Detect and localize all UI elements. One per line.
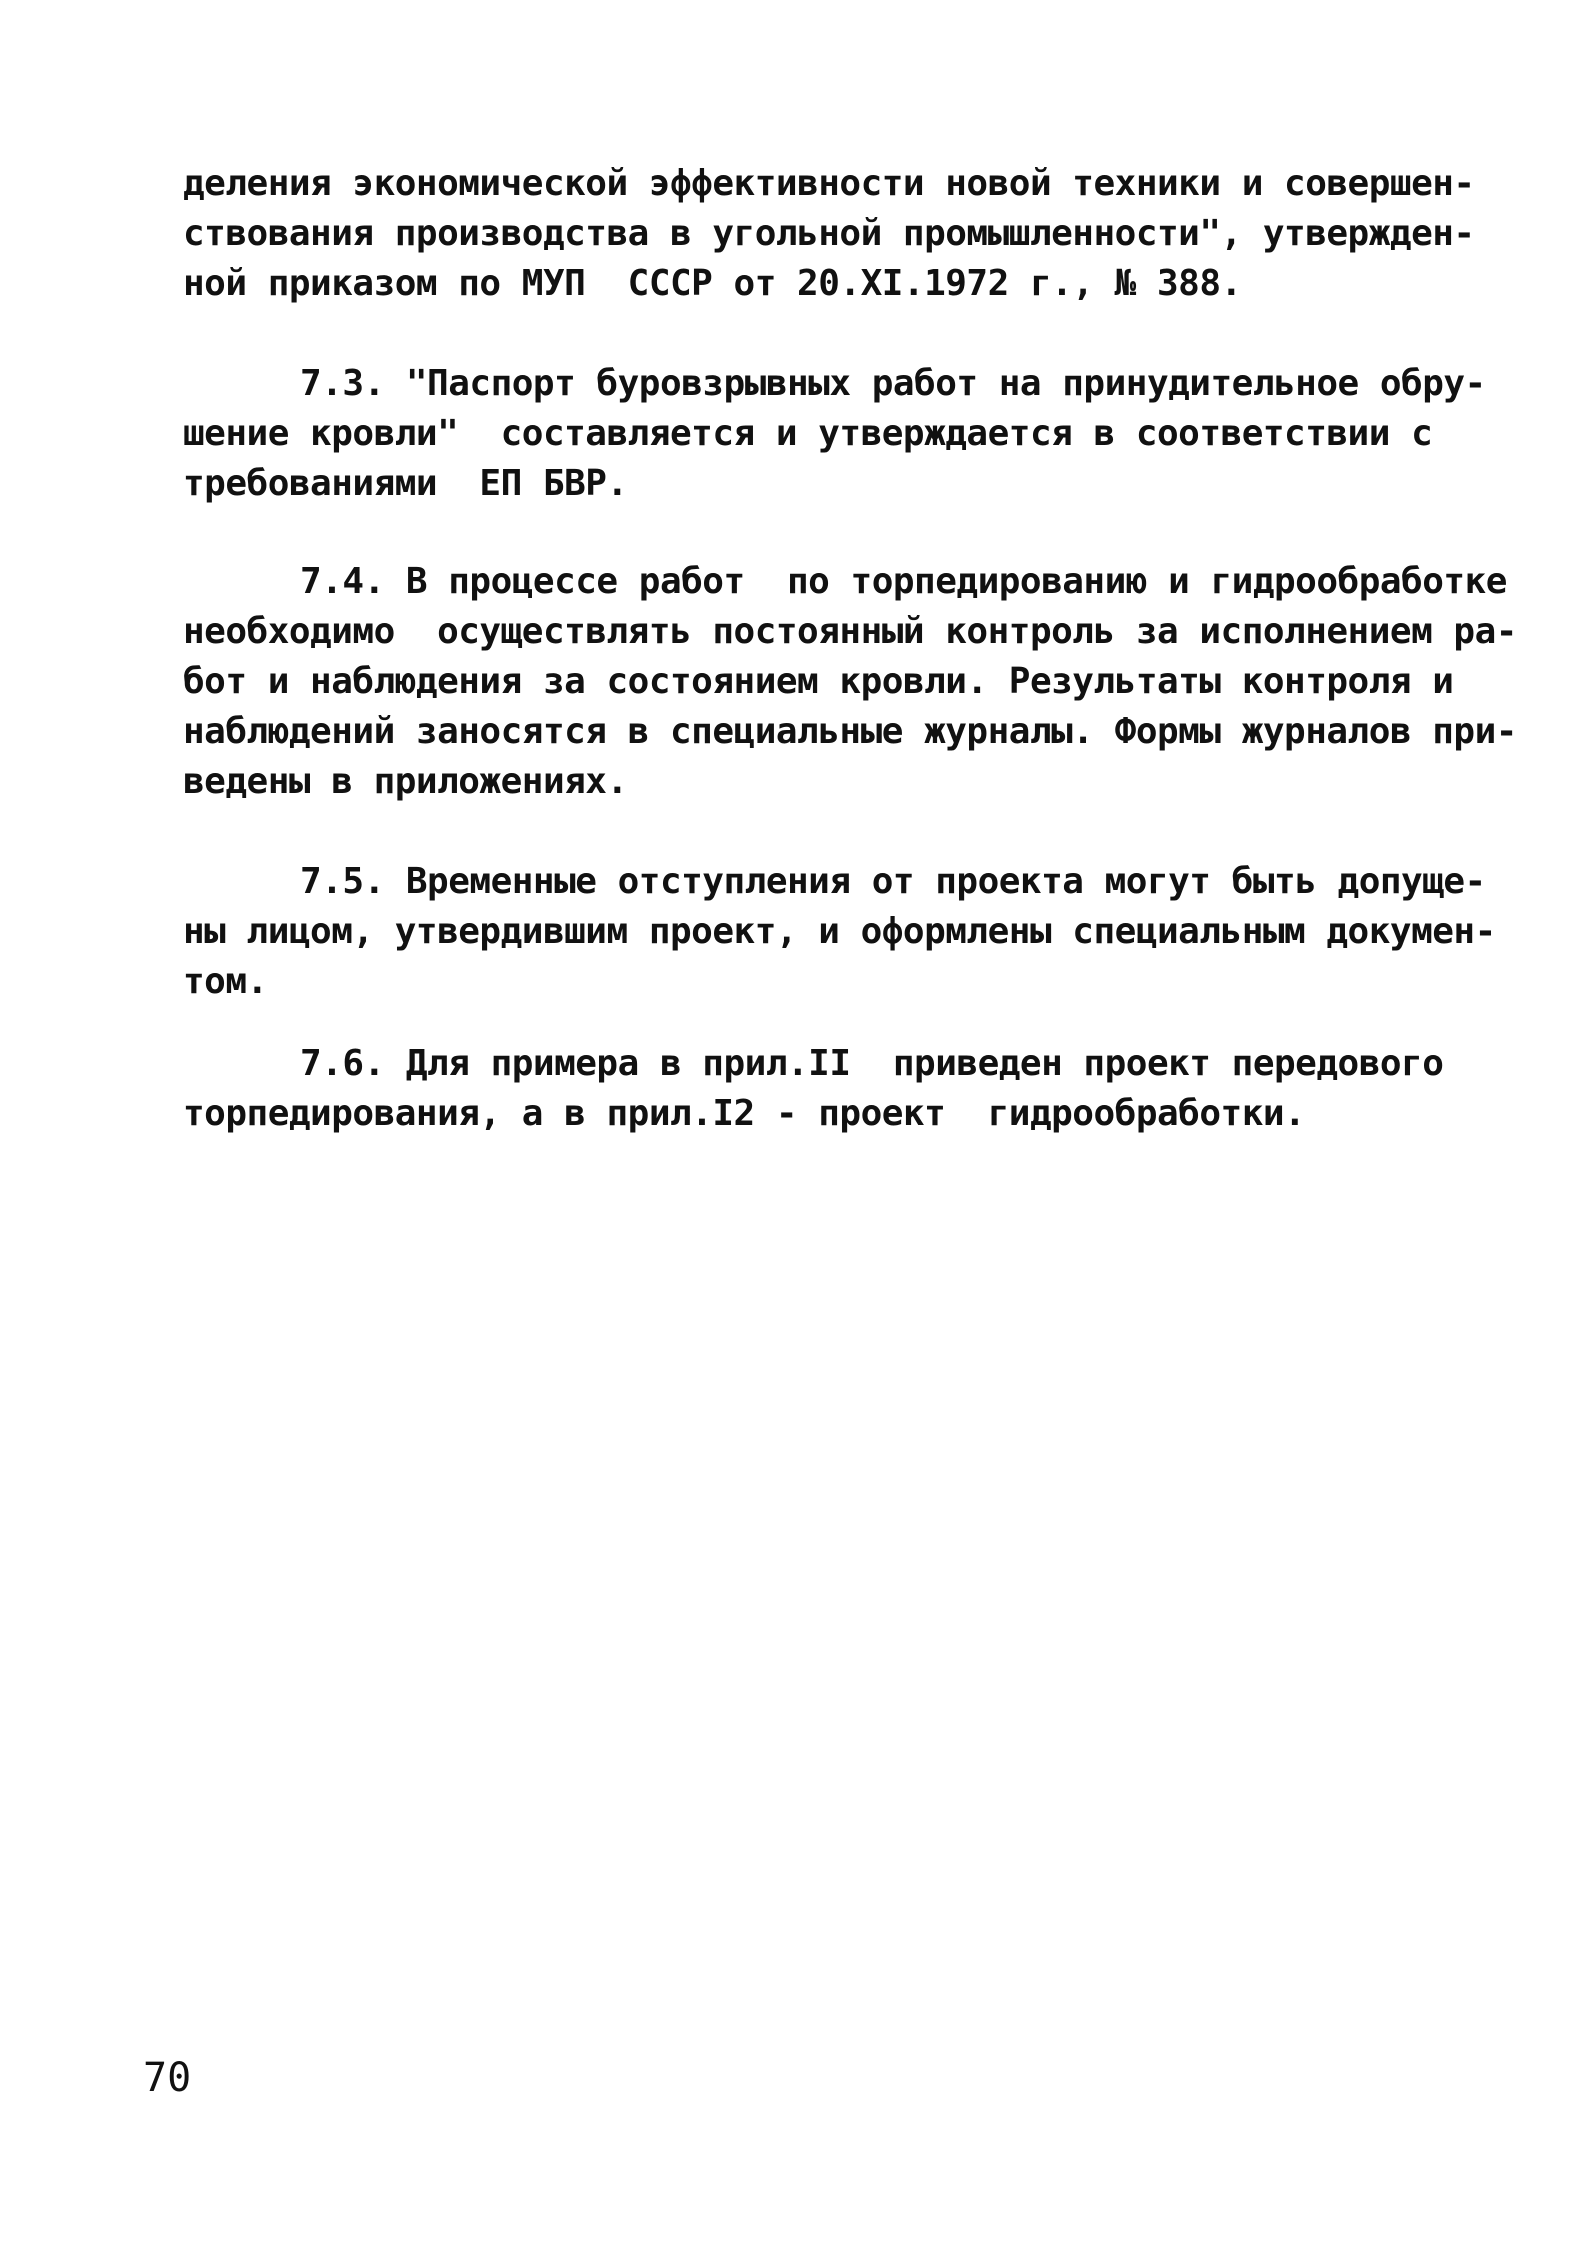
text-line: 7.6. Для примера в прил.II приведен проект передового — [300, 1043, 1444, 1084]
text-line: ствования производства в угольной промышленности", утвержден- — [183, 213, 1475, 254]
text-line: ной приказом по МУП СССР от 20.XI.1972 г., № 388. — [183, 263, 1242, 304]
text-line: наблюдений заносятся в специальные журналы. Формы журналов при- — [183, 711, 1517, 752]
text-line: необходимо осуществлять постоянный контроль за исполнением ра- — [183, 611, 1517, 652]
text-line: 7.4. В процессе работ по торпедированию и гидрообработке — [300, 561, 1507, 602]
text-line: бот и наблюдения за состоянием кровли. Результаты контроля и — [183, 661, 1454, 702]
text-line: деления экономической эффективности новой техники и совершен- — [183, 163, 1475, 204]
text-line: 7.3. "Паспорт буровзрывных работ на принудительное обру- — [300, 363, 1486, 404]
text-line: шение кровли" составляется и утверждается в соответствии с — [183, 413, 1433, 454]
text-line: ны лицом, утвердившим проект, и оформлены специальным докумен- — [183, 911, 1496, 952]
text-line: требованиями ЕП БВР. — [183, 463, 628, 504]
page-number: 70 — [143, 2055, 192, 2101]
text-line: 7.5. Временные отступления от проекта могут быть допуще- — [300, 861, 1486, 902]
text-line: том. — [183, 961, 268, 1002]
text-line: ведены в приложениях. — [183, 761, 628, 802]
text-line: торпедирования, а в прил.I2 - проект гидрообработки. — [183, 1093, 1306, 1134]
